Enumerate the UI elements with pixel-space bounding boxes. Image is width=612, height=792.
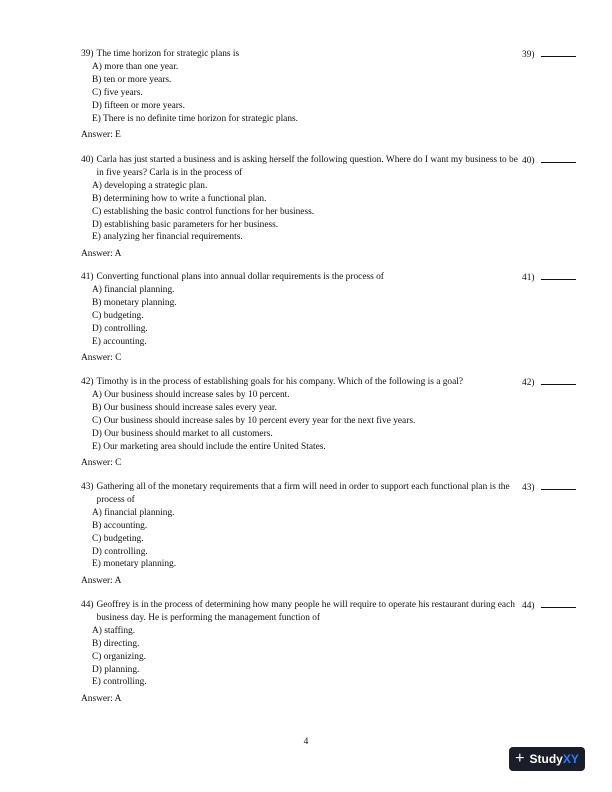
question-number: 40) bbox=[81, 155, 94, 165]
right-number: 39) bbox=[522, 50, 535, 60]
badge-text-accent: XY bbox=[562, 752, 579, 766]
answer: Answer: E bbox=[81, 130, 121, 141]
option-a: A) more than one year. bbox=[92, 61, 179, 72]
option-a: A) financial planning. bbox=[92, 284, 175, 295]
answer-line bbox=[541, 271, 576, 280]
question-number: 42) bbox=[81, 377, 94, 387]
question-43 bbox=[81, 481, 521, 588]
option-a: A) Our business should increase sales by 10 percent. bbox=[92, 389, 290, 400]
studyxy-badge[interactable] bbox=[509, 747, 585, 771]
right-number: 41) bbox=[522, 273, 535, 283]
option-b: B) Our business should increase sales every year. bbox=[92, 402, 277, 413]
option-d: D) planning. bbox=[92, 664, 140, 675]
answer: Answer: A bbox=[81, 576, 122, 587]
answer-blank-40 bbox=[522, 154, 576, 168]
question-stem: The time horizon for strategic plans is bbox=[96, 49, 240, 59]
answer-blank-44 bbox=[522, 599, 576, 613]
option-d: D) controlling. bbox=[92, 323, 148, 334]
option-b: B) accounting. bbox=[92, 520, 148, 531]
question-number: 43) bbox=[81, 482, 94, 492]
question-stem: Geoffrey is in the process of determining how many people he will require to operate his restaurant during each business day. He is performing the management function of bbox=[96, 600, 515, 623]
page-number: 4 bbox=[303, 737, 309, 747]
answer: Answer: C bbox=[81, 353, 122, 364]
option-a: A) staffing. bbox=[92, 625, 136, 636]
question-number: 39) bbox=[81, 49, 94, 59]
answer-blank-41 bbox=[522, 271, 576, 285]
answer-blank-43 bbox=[522, 481, 576, 495]
question-stem: Converting functional plans into annual dollar requirements is the process of bbox=[96, 272, 384, 282]
right-number: 40) bbox=[522, 156, 535, 166]
option-e: E) Our marketing area should include the entire United States. bbox=[92, 441, 326, 452]
answer-line bbox=[541, 376, 576, 385]
option-d: D) establishing basic parameters for her business. bbox=[92, 219, 279, 230]
option-e: E) controlling. bbox=[92, 677, 147, 688]
option-b: B) directing. bbox=[92, 638, 140, 649]
answer-line bbox=[541, 481, 576, 490]
option-c: C) Our business should increase sales by 10 percent every year for the next five years. bbox=[92, 415, 416, 426]
option-b: B) monetary planning. bbox=[92, 297, 177, 308]
option-d: D) fifteen or more years. bbox=[92, 100, 185, 111]
question-number: 41) bbox=[81, 272, 94, 282]
option-c: C) budgeting. bbox=[92, 533, 144, 544]
answer-blank-39 bbox=[522, 48, 576, 62]
question-stem: Gathering all of the monetary requirements that a firm will need in order to support each functional plan is the process of bbox=[96, 482, 510, 505]
option-a: A) financial planning. bbox=[92, 507, 175, 518]
question-number: 44) bbox=[81, 600, 94, 610]
option-d: D) controlling. bbox=[92, 546, 148, 557]
answer: Answer: C bbox=[81, 458, 122, 469]
option-a: A) developing a strategic plan. bbox=[92, 180, 208, 191]
option-c: C) five years. bbox=[92, 87, 143, 98]
answer-line bbox=[541, 48, 576, 57]
answer-blank-42 bbox=[522, 376, 576, 390]
question-40 bbox=[81, 154, 521, 261]
right-number: 42) bbox=[522, 378, 535, 388]
badge-text bbox=[529, 752, 578, 766]
right-number: 43) bbox=[522, 483, 535, 493]
question-stem: Timothy is in the process of establishing goals for his company. Which of the following is a goal? bbox=[96, 377, 464, 387]
question-41 bbox=[81, 271, 521, 365]
question-39 bbox=[81, 48, 521, 142]
option-c: C) establishing the basic control functions for her business. bbox=[92, 206, 315, 217]
answer: Answer: A bbox=[81, 694, 122, 705]
option-e: E) There is no definite time horizon for strategic plans. bbox=[92, 113, 299, 124]
right-number: 44) bbox=[522, 601, 535, 611]
option-e: E) monetary planning. bbox=[92, 559, 177, 570]
option-b: B) ten or more years. bbox=[92, 74, 172, 85]
option-b: B) determining how to write a functional plan. bbox=[92, 193, 267, 204]
option-c: C) organizing. bbox=[92, 651, 146, 662]
plus-icon: + bbox=[515, 750, 525, 767]
answer: Answer: A bbox=[81, 249, 122, 260]
answer-line bbox=[541, 154, 576, 163]
question-stem: Carla has just started a business and is asking herself the following question. Where do I want my business to be in five years? Carla is in the process of bbox=[96, 155, 518, 178]
question-44 bbox=[81, 599, 521, 706]
option-d: D) Our business should market to all customers. bbox=[92, 428, 273, 439]
option-e: E) accounting. bbox=[92, 336, 147, 347]
question-42 bbox=[81, 376, 521, 470]
option-c: C) budgeting. bbox=[92, 310, 144, 321]
answer-line bbox=[541, 599, 576, 608]
badge-text-main: Study bbox=[529, 752, 563, 766]
option-e: E) analyzing her financial requirements. bbox=[92, 232, 243, 243]
